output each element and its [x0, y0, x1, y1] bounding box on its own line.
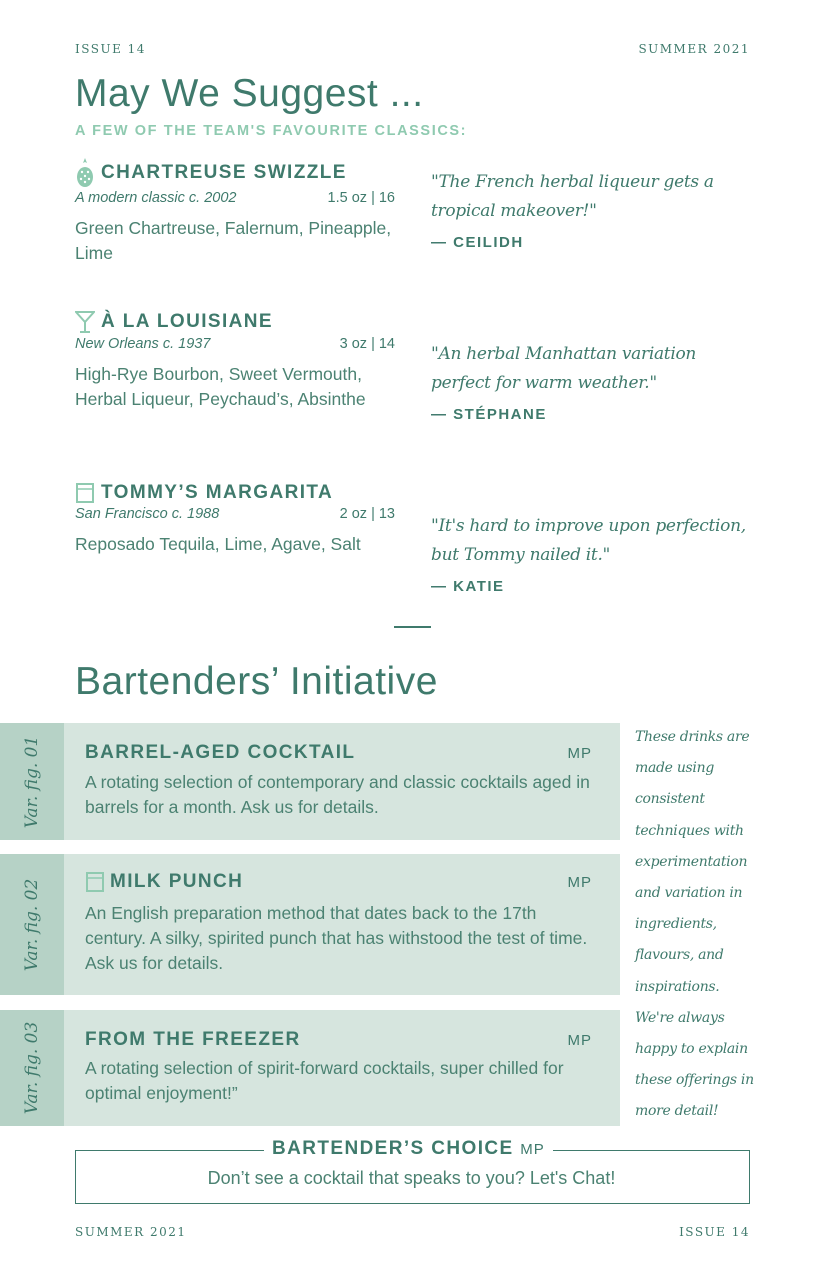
- rocks-glass-icon: [75, 482, 95, 504]
- initiative-price: MP: [567, 1031, 592, 1049]
- initiative-name: MILK PUNCH: [110, 871, 244, 892]
- fig-label: Var. fig. 02: [22, 878, 42, 971]
- choice-title: BARTENDER’S CHOICE: [272, 1138, 514, 1159]
- drink-name: TOMMY’S MARGARITA: [101, 482, 334, 503]
- initiative-description: A rotating selection of contemporary and classic cocktails aged in barrels for a month. Ask us for details.: [85, 772, 590, 817]
- quote-author: — STÉPHANE: [431, 406, 547, 423]
- cocktail-glass-icon: [75, 310, 95, 334]
- season-label: SUMMER 2021: [638, 42, 750, 56]
- initiative-panel: [64, 723, 620, 840]
- initiative-price: MP: [567, 873, 592, 891]
- fig-label: Var. fig. 01: [22, 735, 42, 828]
- fig-tab: [0, 723, 64, 840]
- drink-item: [75, 310, 395, 412]
- quote-author: — KATIE: [431, 578, 505, 595]
- drink-quote: [431, 168, 751, 257]
- drink-quote: [431, 512, 751, 601]
- initiative-panel: [64, 1010, 620, 1126]
- drink-ingredients: High-Rye Bourbon, Sweet Vermouth, Herbal Liqueur, Peychaud’s, Absinthe: [75, 364, 366, 409]
- drink-origin: New Orleans c. 1937: [75, 336, 211, 352]
- section-title-initiative: Bartenders’ Initiative: [75, 660, 438, 703]
- quote-author: — CEILIDH: [431, 234, 524, 251]
- drink-quote: [431, 340, 751, 429]
- section-title-suggest: May We Suggest ...: [75, 72, 424, 115]
- initiative-panel: [64, 854, 620, 995]
- initiative-description: A rotating selection of spirit-forward cocktails, super chilled for optimal enjoyment!”: [85, 1058, 564, 1103]
- choice-price: MP: [520, 1141, 545, 1158]
- drink-origin: San Francisco c. 1988: [75, 506, 220, 522]
- footer-season: SUMMER 2021: [75, 1225, 187, 1239]
- initiative-price: MP: [567, 744, 592, 762]
- drink-price: 1.5 oz | 16: [327, 190, 395, 206]
- drink-name: CHARTREUSE SWIZZLE: [101, 162, 347, 183]
- choice-heading: [264, 1138, 553, 1160]
- initiative-title: [85, 871, 243, 893]
- pineapple-icon: [75, 158, 95, 188]
- issue-number: ISSUE 14: [75, 42, 146, 56]
- footer-issue: ISSUE 14: [679, 1225, 750, 1239]
- drink-ingredients: Green Chartreuse, Falernum, Pineapple, Lime: [75, 218, 392, 263]
- drink-item: [75, 482, 395, 557]
- initiative-name: FROM THE FREEZER: [85, 1029, 301, 1050]
- fig-tab: [0, 1010, 64, 1126]
- fig-tab: [0, 854, 64, 995]
- quote-text: "It's hard to improve upon perfection, but Tommy nailed it.": [431, 516, 746, 565]
- drink-origin: A modern classic c. 2002: [75, 190, 237, 206]
- drink-price: 2 oz | 13: [339, 506, 395, 522]
- drink-ingredients: Reposado Tequila, Lime, Agave, Salt: [75, 534, 361, 554]
- choice-text: Don’t see a cocktail that speaks to you? Let's Chat!: [207, 1168, 616, 1188]
- drink-name: À LA LOUISIANE: [101, 311, 273, 332]
- initiative-description: An English preparation method that dates back to the 17th century. A silky, spirited punch that has withstood the test of time. Ask us for details.: [85, 903, 588, 973]
- drink-item: [75, 158, 395, 266]
- initiative-name: BARREL-AGED COCKTAIL: [85, 742, 356, 763]
- fig-label: Var. fig. 03: [22, 1021, 42, 1115]
- quote-text: "The French herbal liqueur gets a tropical makeover!": [431, 172, 714, 221]
- section-subtitle: A FEW OF THE TEAM'S FAVOURITE CLASSICS:: [75, 123, 468, 139]
- rocks-glass-icon: [85, 871, 105, 893]
- section-divider: [394, 626, 431, 628]
- quote-text: "An herbal Manhattan variation perfect for warm weather.": [431, 344, 697, 393]
- drink-price: 3 oz | 14: [339, 336, 395, 352]
- side-note: These drinks are made using consistent techniques with experimentation and variation in ingredients, flavours, and inspirations. We're always happy to explain these offerings in more detail!: [635, 729, 754, 1120]
